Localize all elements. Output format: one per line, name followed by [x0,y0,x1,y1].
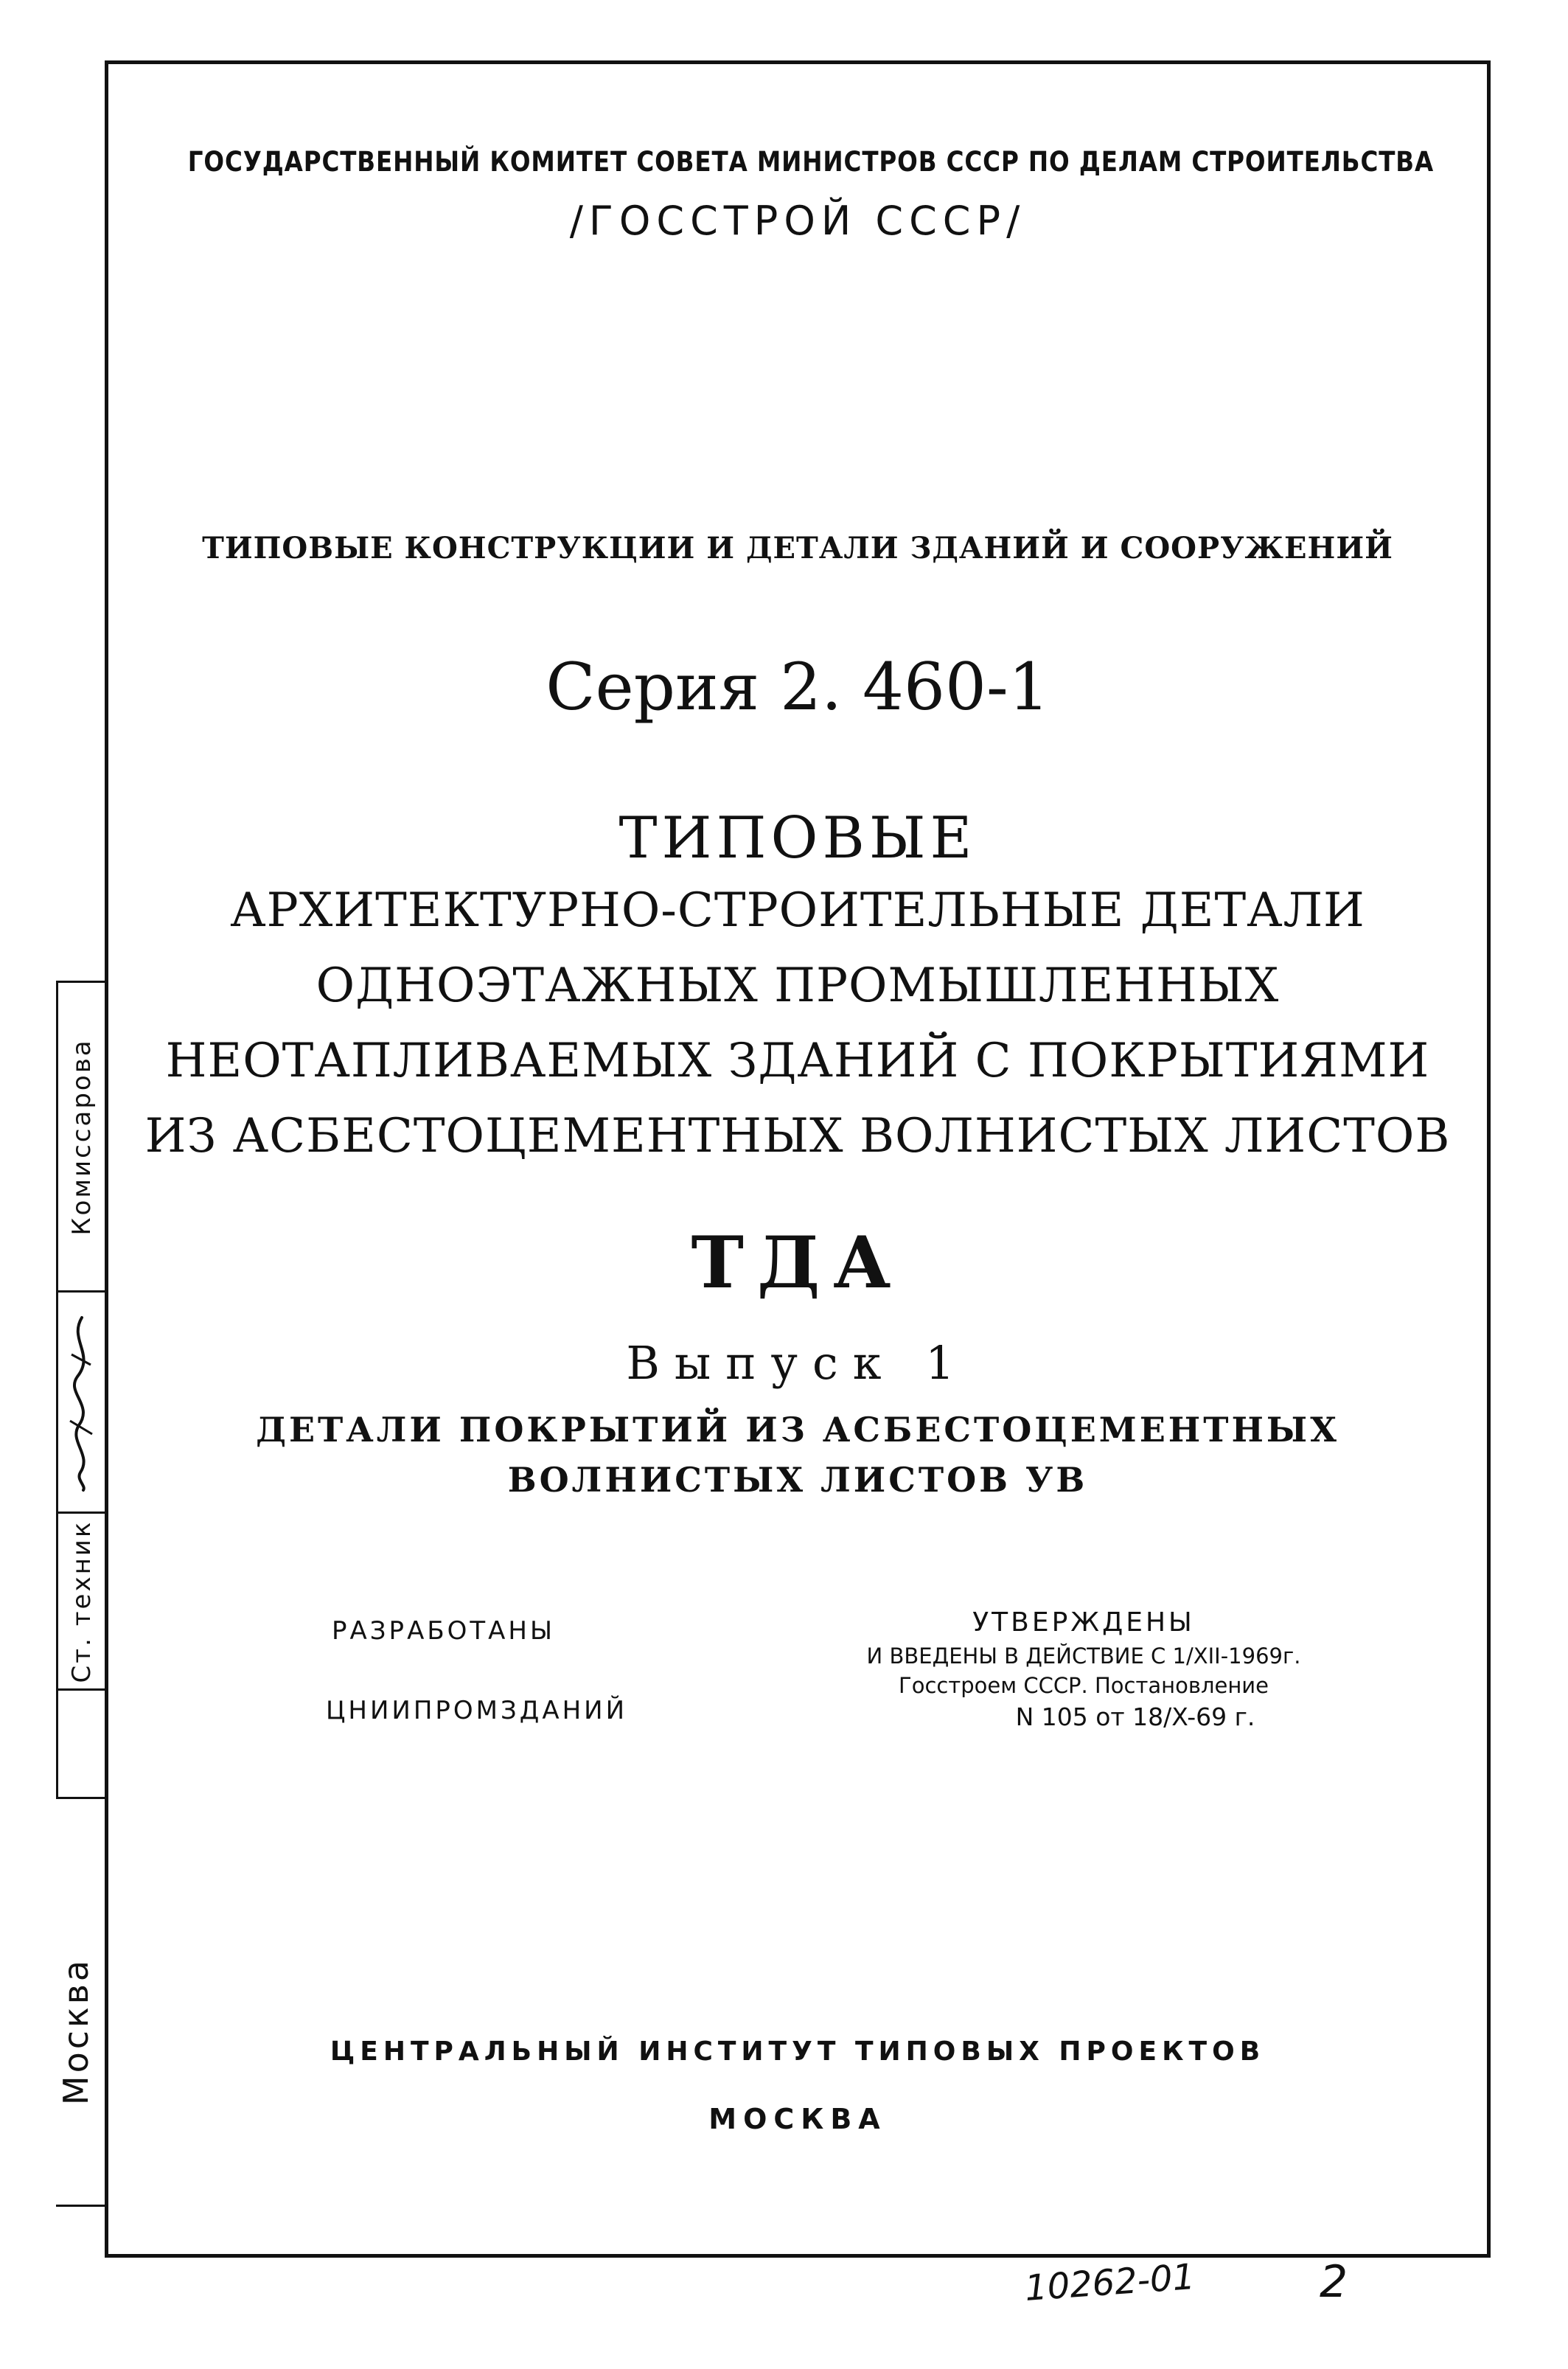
side-city: Москва [56,1957,96,2106]
typical-constructions-line: ТИПОВЫЕ КОНСТРУКЦИИ И ДЕТАЛИ ЗДАНИЙ И СООРУЖЕНИЙ [202,531,1393,566]
approval-block [840,1607,1327,1731]
side-stamp-name-cell [58,983,105,1293]
side-stamp-signature-cell [58,1293,105,1514]
series-number: Серия 2. 460-1 [546,649,1050,725]
title-line-2: ОДНОЭТАЖНЫХ ПРОМЫШЛЕННЫХ [316,959,1280,1013]
developed-label: РАЗРАБОТАНЫ [332,1616,556,1646]
developer-organization: ЦНИИПРОМЗДАНИЙ [326,1696,628,1725]
committee-header: ГОСУДАРСТВЕННЫЙ КОМИТЕТ СОВЕТА МИНИСТРОВ СССР ПО ДЕЛАМ СТРОИТЕЛЬСТВА [187,146,1435,178]
signature-mark [61,1310,102,1495]
side-stamp [56,981,105,1799]
title-line-1: АРХИТЕКТУРНО-СТРОИТЕЛЬНЫЕ ДЕТАЛИ [230,883,1365,938]
side-stamp-name: Комиссарова [66,1037,97,1236]
document-code: ТДА [691,1221,905,1304]
footer-document-number: 10262-01 [1023,2256,1196,2309]
footer-page-number: 2 [1320,2256,1348,2308]
issue-label: Выпуск 1 [626,1336,969,1390]
approved-line-2: Госстроем СССР. Постановление [899,1673,1269,1698]
approved-label: УТВЕРЖДЕНЫ [972,1607,1195,1638]
side-stamp-role-cell [58,1514,105,1691]
side-bottom-rule [56,2205,105,2207]
approved-line-3: N 105 от 18/X-69 г. [1015,1702,1255,1731]
title-line-3: НЕОТАПЛИВАЕМЫХ ЗДАНИЙ С ПОКРЫТИЯМИ [165,1034,1430,1088]
issue-description-line-2: ВОЛНИСТЫХ ЛИСТОВ УВ [507,1460,1088,1500]
gosstroy-header: /ГОССТРОЙ СССР/ [569,198,1026,244]
side-stamp-role: Ст. техник [66,1520,97,1683]
title-line-4: ИЗ АСБЕСТОЦЕМЕНТНЫХ ВОЛНИСТЫХ ЛИСТОВ [144,1109,1451,1163]
approved-line-1: И ВВЕДЕНЫ В ДЕЙСТВИЕ С 1/XII-1969г. [866,1643,1301,1669]
title-main: ТИПОВЫЕ [619,805,977,872]
institute-name: ЦЕНТРАЛЬНЫЙ ИНСТИТУТ ТИПОВЫХ ПРОЕКТОВ [330,2036,1266,2067]
issue-description-line-1: ДЕТАЛИ ПОКРЫТИЙ ИЗ АСБЕСТОЦЕМЕНТНЫХ [256,1410,1339,1450]
institute-city: МОСКВА [708,2103,887,2135]
